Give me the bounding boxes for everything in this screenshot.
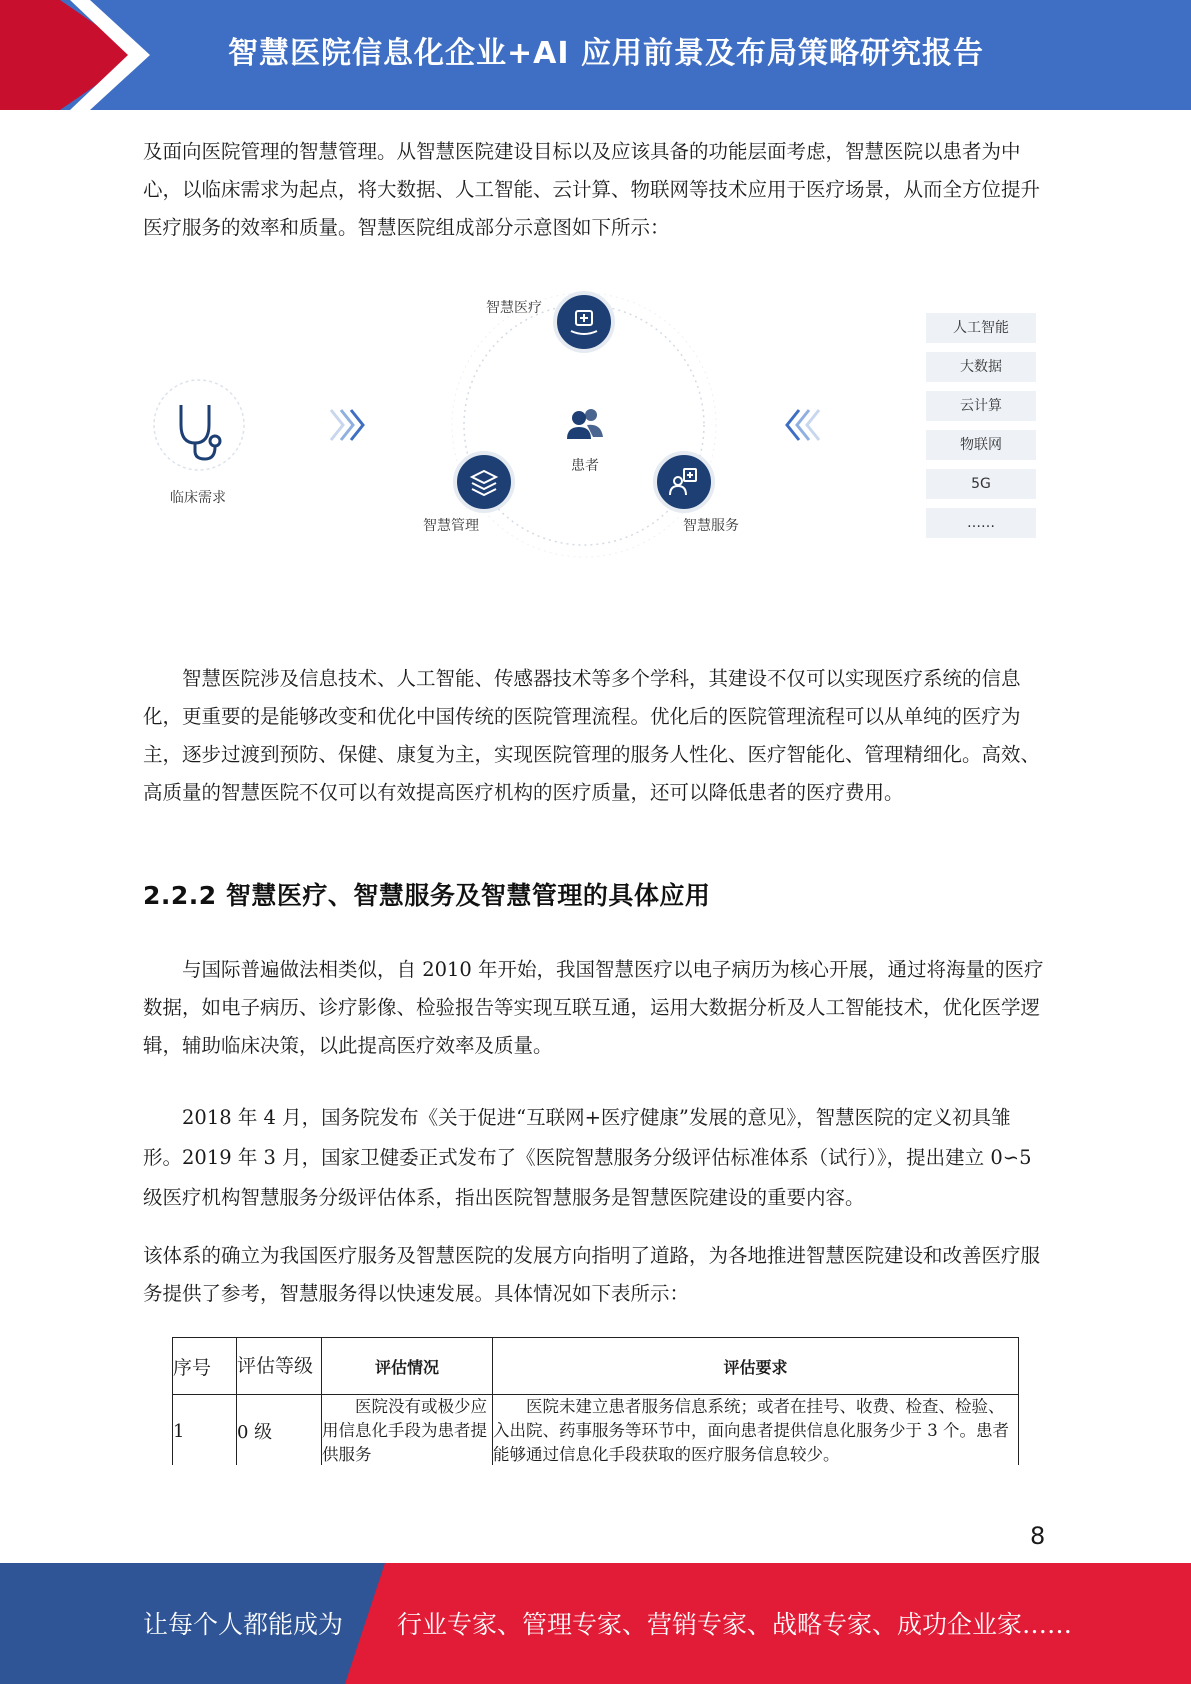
header-arrow-decoration	[0, 0, 160, 110]
cell-requirement: 医院未建立患者服务信息系统；或者在挂号、收费、检查、检验、入出院、药事服务等环节中，面向患者提供信息化服务少于 3 个。患者能够通过信息化手段获取的医疗服务信息较少。	[493, 1395, 1019, 1468]
body-paragraph-3: 与国际普遍做法相类似，自 2010 年开始，我国智慧医疗以电子病历为核心开展，通过将海量的医疗数据，如电子病历、诊疗影像、检验报告等实现互联互通，运用大数据分析及人工智能技术，优化医学逻辑，辅助临床决策，以此提高医疗效率及质量。	[143, 958, 1044, 1057]
header-cell-requirement: 评估要求	[493, 1338, 1019, 1395]
page-number: 8	[1030, 1522, 1046, 1550]
cell-index: 1	[173, 1395, 237, 1468]
header-cell-level: 评估等级	[237, 1338, 322, 1395]
table-row	[173, 1395, 1019, 1468]
cell-status: 医院没有或极少应用信息化手段为患者提供服务	[322, 1395, 493, 1468]
table-header-row	[173, 1338, 1019, 1395]
intro-paragraph: 及面向医院管理的智慧管理。从智慧医院建设目标以及应该具备的功能层面考虑，智慧医院以患者为中心，以临床需求为起点，将大数据、人工智能、云计算、物联网等技术应用于医疗场景，从而全方位提升医疗服务的效率和质量。智慧医院组成部分示意图如下所示：	[143, 140, 1041, 239]
body-paragraph-4: 2018 年 4 月，国务院发布《关于促进“互联网+医疗健康”发展的意见》，智慧医院的定义初具雏形。2019 年 3 月，国家卫健委正式发布了《医院智慧服务分级评估标准体系（试行）》，提出建立 0∽5 级医疗机构智慧服务分级评估体系，指出医院智慧服务是智慧医院建设的重要内容。	[143, 1106, 1032, 1209]
tech-item-5g: 5G	[926, 469, 1036, 499]
patient-icon	[567, 409, 603, 439]
clinical-needs-label: 临床需求	[170, 490, 226, 506]
tech-item-ai: 人工智能	[926, 313, 1036, 343]
tech-item-cloud: 云计算	[926, 391, 1036, 421]
footer-slogan-right: 行业专家、管理专家、营销专家、战略专家、成功企业家……	[397, 1610, 1073, 1639]
page-footer	[0, 1563, 1191, 1684]
header-cell-index: 序号	[173, 1338, 237, 1395]
right-chevrons-icon	[331, 410, 363, 440]
section-heading: 2.2.2 智慧医疗、智慧服务及智慧管理的具体应用	[143, 881, 711, 910]
smart-service-label: 智慧服务	[683, 518, 739, 534]
tech-item-bigdata: 大数据	[926, 352, 1036, 382]
diagram-graphics	[143, 275, 1048, 575]
tech-item-more: ……	[926, 508, 1036, 538]
body-paragraph-2: 智慧医院涉及信息技术、人工智能、传感器技术等多个学科，其建设不仅可以实现医疗系统的信息化，更重要的是能够改变和优化中国传统的医院管理流程。优化后的医院管理流程可以从单纯的医疗为主，逐步过渡到预防、保健、康复为主，实现医院管理的服务人性化、医疗智能化、管理精细化。高效、高质量的智慧医院不仅可以有效提高医疗机构的医疗质量，还可以降低患者的医疗费用。	[143, 667, 1041, 804]
smart-management-label: 智慧管理	[423, 518, 479, 534]
patient-label: 患者	[571, 458, 599, 474]
body-paragraph-5: 该体系的确立为我国医疗服务及智慧医院的发展方向指明了道路，为各地推进智慧医院建设和改善医疗服务提供了参考，智慧服务得以快速发展。具体情况如下表所示：	[143, 1244, 1041, 1305]
left-chevrons-icon	[787, 410, 819, 440]
cell-level: 0 级	[237, 1395, 322, 1468]
footer-slogan-left: 让每个人都能成为	[143, 1610, 344, 1639]
smart-medical-label: 智慧医疗	[486, 300, 542, 316]
table-clip	[160, 1465, 1040, 1505]
report-title: 智慧医院信息化企业+AI 应用前景及布局策略研究报告	[228, 36, 984, 71]
assessment-table	[172, 1337, 1019, 1468]
page-header	[0, 0, 1191, 110]
header-cell-status: 评估情况	[322, 1338, 493, 1395]
tech-item-iot: 物联网	[926, 430, 1036, 460]
smart-hospital-diagram	[143, 275, 1048, 575]
